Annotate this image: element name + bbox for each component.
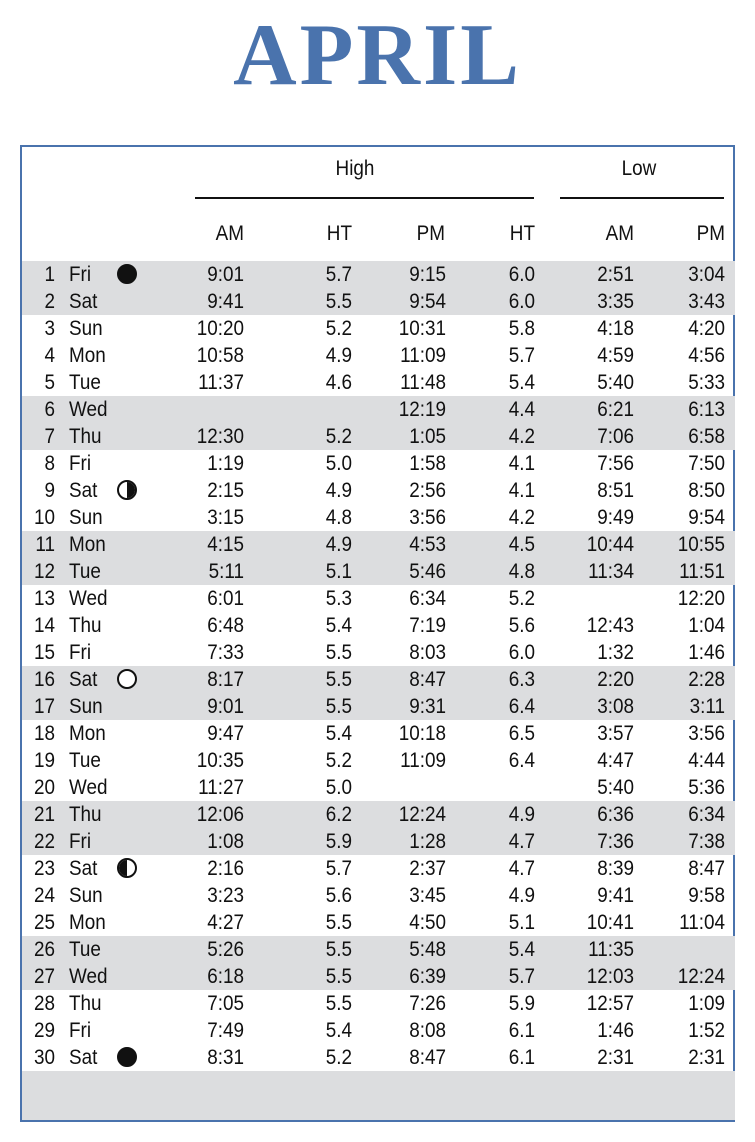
low-pm-time: 7:38 [688, 830, 725, 853]
day-number: 5 [44, 371, 55, 394]
high-am-height: 5.2 [325, 317, 352, 340]
high-pm-time: 11:48 [400, 371, 446, 394]
low-pm-time: 1:04 [688, 614, 725, 637]
high-am-height: 5.5 [325, 911, 352, 934]
day-number: 28 [33, 992, 55, 1015]
high-pm-height: 6.1 [508, 1019, 535, 1042]
high-am-height: 5.4 [325, 1019, 352, 1042]
day-number: 30 [33, 1046, 55, 1069]
high-am-height: 5.4 [325, 722, 352, 745]
high-am-height: 4.6 [325, 371, 352, 394]
high-pm-height: 6.0 [508, 263, 535, 286]
table-row [22, 612, 735, 639]
high-pm-height: 6.0 [508, 641, 535, 664]
day-of-week: Mon [69, 533, 106, 556]
high-am-time: 12:30 [196, 425, 244, 448]
high-am-time: 1:19 [207, 452, 244, 475]
low-pm-time: 5:36 [688, 776, 725, 799]
day-number: 6 [44, 398, 55, 421]
table-row [22, 585, 735, 612]
low-am-time: 11:34 [588, 560, 634, 583]
day-number: 9 [44, 479, 55, 502]
low-pm-time: 2:31 [688, 1046, 725, 1069]
day-of-week: Fri [69, 830, 92, 853]
high-pm-time: 1:05 [409, 425, 446, 448]
table-row [22, 639, 735, 666]
day-number: 25 [33, 911, 55, 934]
day-of-week: Thu [69, 614, 102, 637]
high-am-height: 5.5 [325, 641, 352, 664]
low-pm-time: 9:54 [688, 506, 725, 529]
day-of-week: Thu [69, 425, 102, 448]
table-row [22, 1017, 735, 1044]
high-am-time: 3:23 [207, 884, 244, 907]
high-group-header: High [335, 157, 375, 180]
col-header-low-am: AM [605, 222, 634, 245]
high-am-time: 5:26 [207, 938, 244, 961]
day-number: 14 [33, 614, 55, 637]
low-pm-time: 11:51 [679, 560, 725, 583]
day-of-week: Mon [69, 344, 106, 367]
low-am-time: 4:18 [597, 317, 634, 340]
high-pm-height: 6.3 [508, 668, 535, 691]
day-of-week: Tue [69, 371, 101, 394]
low-am-time: 3:57 [597, 722, 634, 745]
table-row [22, 828, 735, 855]
table-row [22, 855, 735, 882]
high-am-height: 5.4 [325, 614, 352, 637]
high-pm-time: 10:31 [398, 317, 446, 340]
high-pm-height: 4.2 [508, 425, 535, 448]
high-pm-height: 6.4 [508, 695, 535, 718]
high-pm-time: 8:47 [409, 668, 446, 691]
high-am-time: 3:15 [207, 506, 244, 529]
table-row [22, 450, 735, 477]
high-pm-time: 1:58 [409, 452, 446, 475]
low-am-time: 1:32 [597, 641, 634, 664]
high-pm-height: 6.1 [508, 1046, 535, 1069]
low-am-time: 8:39 [597, 857, 634, 880]
high-pm-time: 11:09 [400, 749, 446, 772]
low-pm-time: 7:50 [688, 452, 725, 475]
day-of-week: Sun [69, 695, 103, 718]
first-quarter-moon-icon [117, 480, 137, 500]
day-of-week: Tue [69, 560, 101, 583]
high-am-time: 10:35 [196, 749, 244, 772]
high-pm-height: 5.4 [508, 938, 535, 961]
day-number: 2 [44, 290, 55, 313]
high-am-height: 5.5 [325, 965, 352, 988]
page-title: APRIL [233, 7, 522, 104]
day-of-week: Sat [69, 290, 98, 313]
low-pm-time: 9:58 [688, 884, 725, 907]
high-am-time: 4:15 [207, 533, 244, 556]
day-of-week: Tue [69, 749, 101, 772]
col-header-high-am: AM [215, 222, 244, 245]
day-of-week: Thu [69, 992, 102, 1015]
high-am-time: 11:27 [198, 776, 244, 799]
high-pm-time: 5:48 [409, 938, 446, 961]
high-am-time: 9:47 [207, 722, 244, 745]
low-pm-time: 2:28 [688, 668, 725, 691]
table-row [22, 477, 735, 504]
high-pm-time: 8:47 [409, 1046, 446, 1069]
low-pm-time: 6:34 [688, 803, 725, 826]
day-of-week: Mon [69, 722, 106, 745]
low-am-time: 6:21 [597, 398, 634, 421]
low-pm-time: 6:13 [688, 398, 725, 421]
low-am-time: 2:51 [597, 263, 634, 286]
high-pm-height: 4.9 [508, 884, 535, 907]
table-row [22, 909, 735, 936]
full-moon-icon [117, 669, 137, 689]
low-pm-time: 12:20 [677, 587, 725, 610]
high-am-time: 6:01 [207, 587, 244, 610]
low-pm-time: 8:50 [688, 479, 725, 502]
high-am-height: 5.5 [325, 938, 352, 961]
high-pm-time: 3:45 [409, 884, 446, 907]
day-number: 3 [44, 317, 55, 340]
high-pm-height: 5.1 [508, 911, 535, 934]
high-pm-time: 4:53 [409, 533, 446, 556]
high-pm-height: 4.4 [508, 398, 535, 421]
high-group-rule [195, 197, 534, 199]
table-row [22, 747, 735, 774]
table-row [22, 531, 735, 558]
high-am-time: 2:15 [207, 479, 244, 502]
high-pm-height: 4.1 [508, 452, 535, 475]
low-am-time: 7:36 [597, 830, 634, 853]
low-pm-time: 5:33 [688, 371, 725, 394]
low-am-time: 12:57 [586, 992, 634, 1015]
high-pm-time: 3:56 [409, 506, 446, 529]
high-am-height: 5.2 [325, 1046, 352, 1069]
col-header-high-am-ht: HT [326, 222, 352, 245]
high-pm-height: 4.7 [508, 857, 535, 880]
day-number: 27 [33, 965, 55, 988]
high-pm-height: 4.5 [508, 533, 535, 556]
col-header-high-pm: PM [416, 222, 445, 245]
high-pm-height: 5.7 [508, 344, 535, 367]
low-am-time: 6:36 [597, 803, 634, 826]
low-pm-time: 3:56 [688, 722, 725, 745]
low-group-header: Low [621, 157, 657, 180]
high-pm-time: 1:28 [409, 830, 446, 853]
table-row [22, 936, 735, 963]
low-am-time: 5:40 [597, 371, 634, 394]
high-pm-height: 6.4 [508, 749, 535, 772]
high-pm-height: 5.2 [508, 587, 535, 610]
low-pm-time: 8:47 [688, 857, 725, 880]
high-am-time: 1:08 [207, 830, 244, 853]
day-number: 18 [33, 722, 55, 745]
high-am-height: 5.5 [325, 290, 352, 313]
high-am-height: 5.7 [325, 857, 352, 880]
high-pm-time: 9:31 [409, 695, 446, 718]
low-am-time: 4:59 [597, 344, 634, 367]
low-pm-time: 3:43 [688, 290, 725, 313]
high-am-time: 7:33 [207, 641, 244, 664]
low-am-time: 5:40 [597, 776, 634, 799]
high-am-height: 5.9 [325, 830, 352, 853]
high-am-height: 5.2 [325, 749, 352, 772]
high-pm-height: 4.8 [508, 560, 535, 583]
high-am-height: 5.6 [325, 884, 352, 907]
table-row [22, 558, 735, 585]
low-am-time: 4:47 [597, 749, 634, 772]
day-number: 7 [44, 425, 55, 448]
high-am-height: 6.2 [325, 803, 352, 826]
day-of-week: Mon [69, 911, 106, 934]
day-number: 24 [33, 884, 55, 907]
table-row [22, 801, 735, 828]
day-number: 12 [33, 560, 55, 583]
low-group-rule [560, 197, 724, 199]
day-number: 17 [33, 695, 55, 718]
high-am-time: 8:31 [207, 1046, 244, 1069]
last-quarter-moon-icon [117, 858, 137, 878]
table-row [22, 288, 735, 315]
table-row [22, 720, 735, 747]
high-pm-time: 7:26 [409, 992, 446, 1015]
high-pm-height: 5.6 [508, 614, 535, 637]
low-pm-time: 12:24 [677, 965, 725, 988]
high-pm-height: 6.0 [508, 290, 535, 313]
high-am-height: 5.0 [325, 776, 352, 799]
low-am-time: 3:35 [597, 290, 634, 313]
day-number: 23 [33, 857, 55, 880]
high-pm-time: 12:19 [398, 398, 446, 421]
day-number: 10 [33, 506, 55, 529]
low-pm-time: 4:20 [688, 317, 725, 340]
table-row [22, 261, 735, 288]
high-am-time: 10:58 [196, 344, 244, 367]
low-am-time: 1:46 [597, 1019, 634, 1042]
low-am-time: 11:35 [588, 938, 634, 961]
high-am-time: 7:05 [207, 992, 244, 1015]
col-header-low-pm: PM [696, 222, 725, 245]
day-of-week: Wed [69, 398, 108, 421]
day-number: 8 [44, 452, 55, 475]
day-of-week: Fri [69, 263, 92, 286]
day-number: 19 [33, 749, 55, 772]
new-moon-icon [117, 264, 137, 284]
high-am-time: 9:41 [207, 290, 244, 313]
low-am-time: 10:41 [586, 911, 634, 934]
high-am-time: 10:20 [196, 317, 244, 340]
high-am-height: 4.8 [325, 506, 352, 529]
high-am-time: 6:18 [207, 965, 244, 988]
high-am-height: 5.1 [325, 560, 352, 583]
day-of-week: Fri [69, 452, 92, 475]
day-number: 29 [33, 1019, 55, 1042]
table-footer-band [22, 1071, 735, 1120]
high-am-height: 4.9 [325, 479, 352, 502]
high-am-time: 4:27 [207, 911, 244, 934]
high-pm-time: 6:34 [409, 587, 446, 610]
day-number: 13 [33, 587, 55, 610]
day-number: 4 [44, 344, 55, 367]
day-of-week: Sat [69, 1046, 98, 1069]
day-of-week: Wed [69, 965, 108, 988]
low-pm-time: 1:52 [688, 1019, 725, 1042]
low-am-time: 9:49 [597, 506, 634, 529]
table-row [22, 963, 735, 990]
high-pm-height: 4.1 [508, 479, 535, 502]
day-of-week: Sat [69, 668, 98, 691]
table-row [22, 369, 735, 396]
day-number: 15 [33, 641, 55, 664]
day-of-week: Fri [69, 1019, 92, 1042]
low-pm-time: 10:55 [677, 533, 725, 556]
high-pm-time: 9:54 [409, 290, 446, 313]
day-of-week: Wed [69, 587, 108, 610]
new-moon-icon [117, 1047, 137, 1067]
day-of-week: Sun [69, 506, 103, 529]
high-pm-time: 12:24 [398, 803, 446, 826]
high-pm-time: 6:39 [409, 965, 446, 988]
day-of-week: Wed [69, 776, 108, 799]
high-pm-time: 7:19 [409, 614, 446, 637]
low-am-time: 2:20 [597, 668, 634, 691]
low-am-time: 12:43 [586, 614, 634, 637]
table-row [22, 396, 735, 423]
table-row [22, 1044, 735, 1071]
high-pm-time: 4:50 [409, 911, 446, 934]
table-row [22, 666, 735, 693]
table-row [22, 990, 735, 1017]
high-pm-time: 8:08 [409, 1019, 446, 1042]
high-am-time: 11:37 [198, 371, 244, 394]
high-pm-time: 8:03 [409, 641, 446, 664]
table-row [22, 774, 735, 801]
high-pm-height: 4.2 [508, 506, 535, 529]
high-am-time: 9:01 [207, 695, 244, 718]
low-pm-time: 4:56 [688, 344, 725, 367]
col-header-high-pm-ht: HT [509, 222, 535, 245]
high-am-time: 12:06 [196, 803, 244, 826]
table-row [22, 423, 735, 450]
low-am-time: 9:41 [597, 884, 634, 907]
high-pm-time: 2:56 [409, 479, 446, 502]
high-am-time: 7:49 [207, 1019, 244, 1042]
high-am-time: 2:16 [207, 857, 244, 880]
low-pm-time: 6:58 [688, 425, 725, 448]
high-pm-height: 4.9 [508, 803, 535, 826]
day-number: 1 [44, 263, 55, 286]
high-pm-time: 11:09 [400, 344, 446, 367]
low-am-time: 7:56 [597, 452, 634, 475]
high-am-height: 5.2 [325, 425, 352, 448]
high-am-time: 9:01 [207, 263, 244, 286]
low-am-time: 3:08 [597, 695, 634, 718]
high-pm-height: 5.4 [508, 371, 535, 394]
day-of-week: Thu [69, 803, 102, 826]
low-am-time: 7:06 [597, 425, 634, 448]
day-of-week: Sat [69, 857, 98, 880]
high-pm-height: 5.8 [508, 317, 535, 340]
low-pm-time: 4:44 [688, 749, 725, 772]
high-pm-time: 2:37 [409, 857, 446, 880]
low-am-time: 8:51 [597, 479, 634, 502]
table-row [22, 504, 735, 531]
day-number: 21 [33, 803, 55, 826]
day-number: 16 [33, 668, 55, 691]
low-am-time: 2:31 [597, 1046, 634, 1069]
table-row [22, 342, 735, 369]
high-am-height: 5.5 [325, 695, 352, 718]
day-number: 26 [33, 938, 55, 961]
day-of-week: Fri [69, 641, 92, 664]
low-pm-time: 3:11 [689, 695, 725, 718]
high-am-height: 4.9 [325, 533, 352, 556]
high-pm-time: 5:46 [409, 560, 446, 583]
high-pm-time: 9:15 [409, 263, 446, 286]
day-number: 11 [35, 533, 55, 556]
high-am-time: 6:48 [207, 614, 244, 637]
day-of-week: Sun [69, 884, 103, 907]
high-pm-height: 4.7 [508, 830, 535, 853]
high-am-height: 5.5 [325, 992, 352, 1015]
high-am-height: 5.3 [325, 587, 352, 610]
high-am-height: 5.0 [325, 452, 352, 475]
high-pm-time: 10:18 [398, 722, 446, 745]
high-am-time: 8:17 [207, 668, 244, 691]
low-am-time: 10:44 [586, 533, 634, 556]
low-am-time: 12:03 [586, 965, 634, 988]
table-row [22, 693, 735, 720]
day-number: 20 [33, 776, 55, 799]
low-pm-time: 3:04 [688, 263, 725, 286]
high-am-time: 5:11 [208, 560, 244, 583]
high-pm-height: 5.7 [508, 965, 535, 988]
day-of-week: Sun [69, 317, 103, 340]
high-pm-height: 6.5 [508, 722, 535, 745]
high-am-height: 5.5 [325, 668, 352, 691]
low-pm-time: 1:09 [688, 992, 725, 1015]
high-am-height: 4.9 [325, 344, 352, 367]
low-pm-time: 11:04 [679, 911, 725, 934]
day-of-week: Sat [69, 479, 98, 502]
low-pm-time: 1:46 [688, 641, 725, 664]
day-of-week: Tue [69, 938, 101, 961]
high-am-height: 5.7 [325, 263, 352, 286]
table-row [22, 882, 735, 909]
table-row [22, 315, 735, 342]
day-number: 22 [33, 830, 55, 853]
high-pm-height: 5.9 [508, 992, 535, 1015]
